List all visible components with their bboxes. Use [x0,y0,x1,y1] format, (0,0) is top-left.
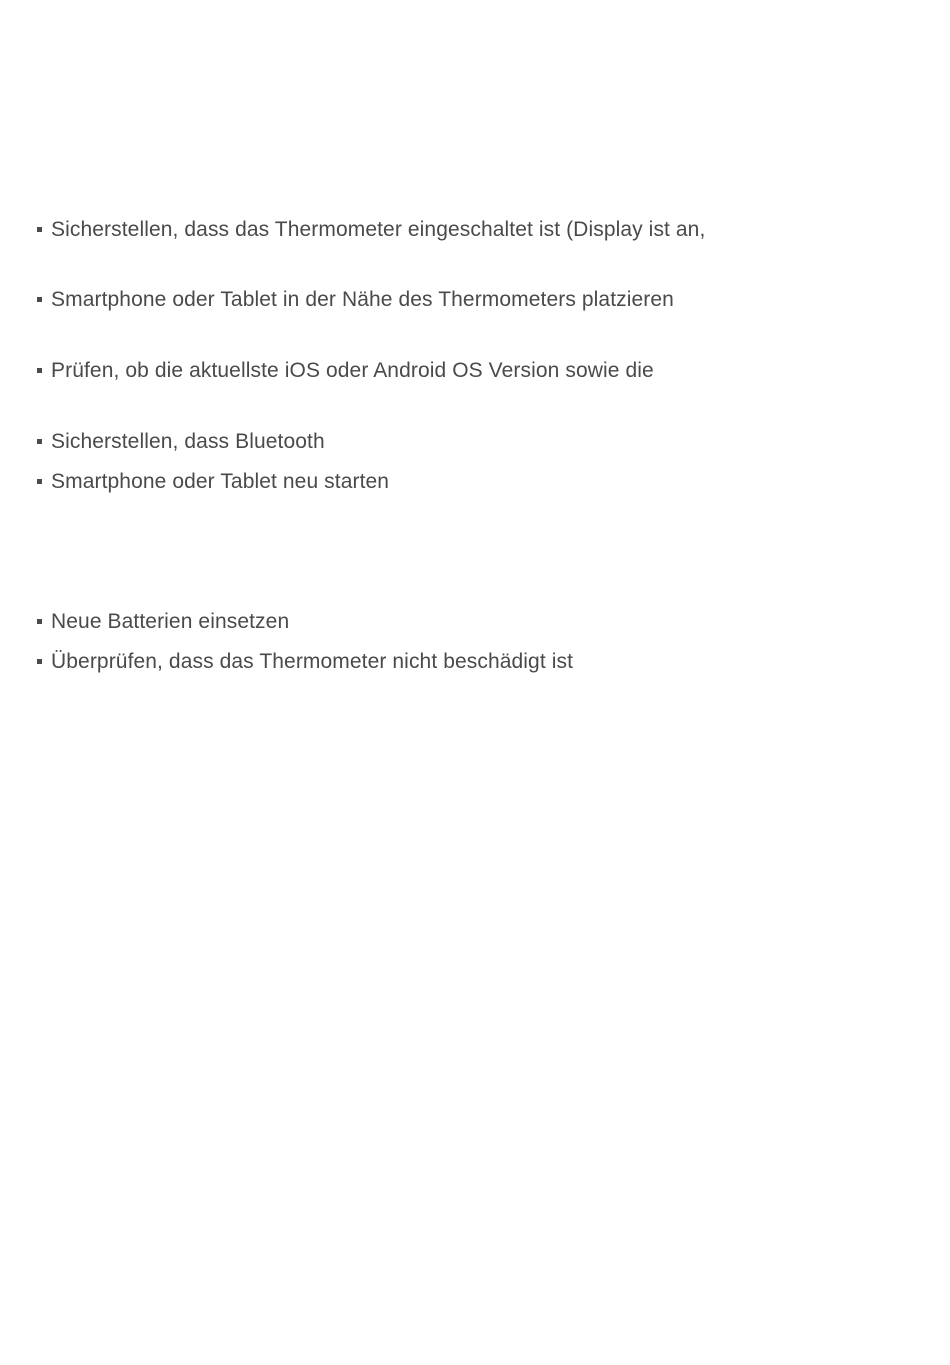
list-item-text: Neue Batterien einsetzen [51,610,290,633]
bullet-icon [37,479,42,484]
list-item-text: Prüfen, ob die aktuellste iOS oder Android OS Version sowie die [51,359,654,382]
list-item [37,648,573,676]
list-item-text: Überprüfen, dass das Thermometer nicht beschädigt ist [51,650,574,673]
bullet-icon [37,227,42,232]
list-item-text: Sicherstellen, dass das Thermometer eingeschaltet ist (Display ist an, [51,218,706,241]
list-item-text: Smartphone oder Tablet neu starten [51,470,390,493]
bullet-icon [37,439,42,444]
list-item [37,608,289,636]
list-item-text: Smartphone oder Tablet in der Nähe des Thermometers platzieren [51,288,674,311]
list-item [37,286,674,314]
list-item [37,428,325,456]
bullet-icon [37,297,42,302]
list-item [37,357,654,385]
list-item [37,216,705,244]
list-item-text: Sicherstellen, dass Bluetooth [51,430,325,453]
list-item [37,468,389,496]
bullet-icon [37,368,42,373]
bullet-icon [37,659,42,664]
bullet-icon [37,619,42,624]
